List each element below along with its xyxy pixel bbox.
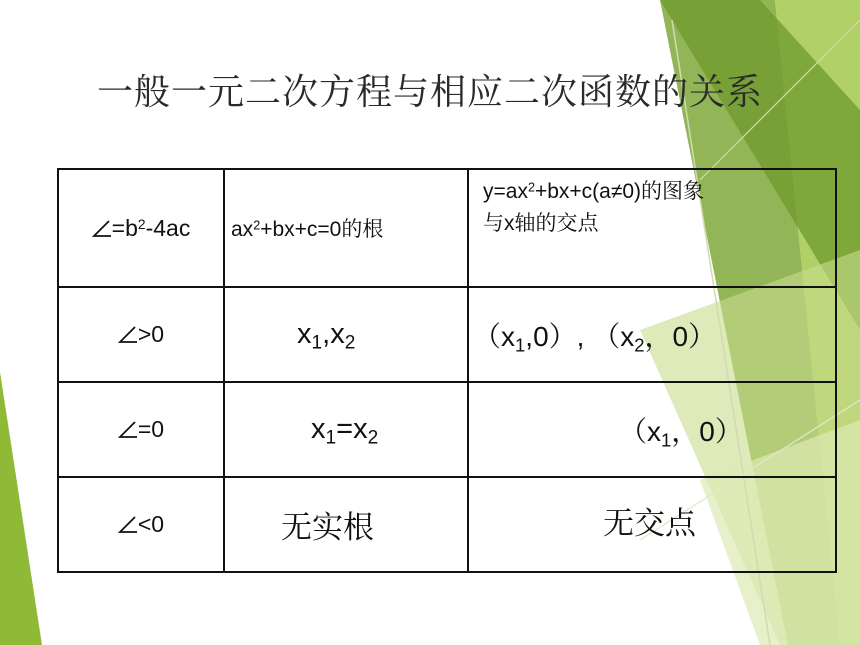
condition-cell <box>58 382 224 477</box>
subscript: 1 <box>325 427 337 449</box>
condition-text: <0 <box>137 511 165 537</box>
superscript: 2 <box>527 180 535 195</box>
point-text: ，0） <box>671 415 743 447</box>
point-text: （x <box>473 320 516 352</box>
page-title: 一般一元二次方程与相应二次函数的关系 <box>96 72 763 113</box>
root-sep: , <box>322 318 331 350</box>
root-sep: =x <box>336 413 368 445</box>
points-cell <box>468 382 836 477</box>
superscript: 2 <box>253 218 261 233</box>
root-var: x <box>311 413 326 445</box>
header-delta-cell <box>58 169 224 287</box>
roots-cell: 无实根 <box>224 477 468 572</box>
table-header-row <box>58 169 836 287</box>
header-delta-suffix: -4ac <box>145 214 191 241</box>
points-cell: 无交点 <box>468 477 836 572</box>
subscript: 2 <box>367 427 379 449</box>
points-cell <box>468 287 836 382</box>
superscript: 2 <box>137 216 146 232</box>
delta-triangle-icon <box>118 516 138 534</box>
table-row <box>58 477 836 572</box>
subscript: 1 <box>661 429 672 451</box>
subscript: 1 <box>311 332 323 354</box>
point-text: ,0）, （x <box>525 320 635 352</box>
header-roots-suffix: +bx+c=0的根 <box>260 218 384 241</box>
header-graph-line1 <box>483 176 835 208</box>
roots-cell <box>224 287 468 382</box>
graph-line1-prefix: y=ax <box>483 180 528 203</box>
condition-text: >0 <box>137 321 165 347</box>
root-var: x <box>330 318 345 350</box>
left-accent-shape <box>0 372 42 645</box>
header-graph-line2: 与x轴的交点 <box>483 212 599 235</box>
delta-triangle-icon <box>118 421 138 439</box>
table-row <box>58 382 836 477</box>
root-var: x <box>297 318 312 350</box>
relation-table <box>57 168 837 573</box>
subscript: 2 <box>344 332 356 354</box>
condition-cell <box>58 287 224 382</box>
point-text: ，0） <box>644 320 717 352</box>
subscript: 2 <box>634 334 645 356</box>
header-roots-cell <box>224 169 468 287</box>
header-roots-prefix: ax <box>231 218 254 241</box>
condition-cell <box>58 477 224 572</box>
header-delta-text: =b <box>111 214 138 241</box>
condition-text: =0 <box>137 416 165 442</box>
table-row <box>58 287 836 382</box>
subscript: 1 <box>515 334 526 356</box>
graph-line1-suffix: +bx+c(a≠0)的图象 <box>534 180 705 203</box>
header-graph-cell <box>468 169 836 287</box>
delta-triangle-icon <box>118 326 138 344</box>
roots-cell <box>224 382 468 477</box>
point-text: （x <box>619 415 662 447</box>
delta-triangle-icon <box>92 220 112 238</box>
